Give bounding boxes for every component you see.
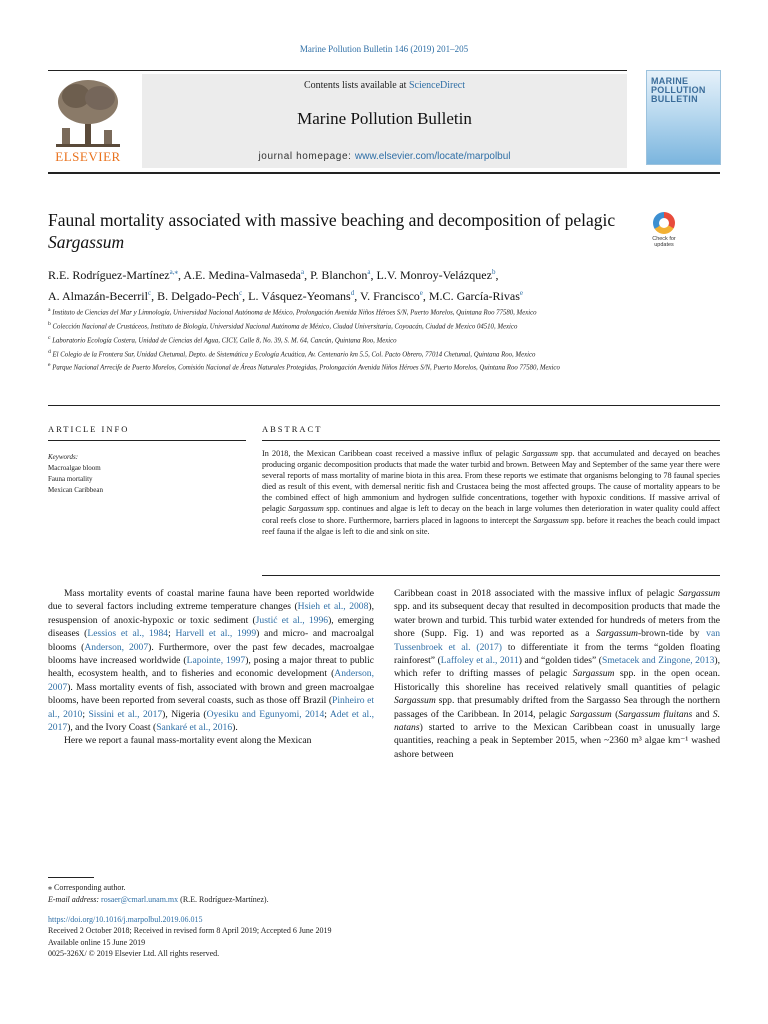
- abstract-heading: ABSTRACT: [262, 424, 323, 434]
- citation-link[interactable]: van Tussenbroek et al. (2017): [394, 628, 720, 653]
- journal-masthead: [142, 74, 627, 168]
- email-link[interactable]: rosaer@cmarl.unam.mx: [101, 894, 179, 904]
- abstract-text: [262, 448, 720, 537]
- body-text: ), posing a major threat to public health, ecosystem health, and to fisheries and economic development (: [48, 655, 374, 680]
- affiliation-marker: b: [48, 320, 51, 327]
- italic-term: Sargassum: [678, 588, 720, 599]
- citation-link[interactable]: Laffoley et al., 2011: [440, 655, 519, 667]
- bibliographic-info: [48, 914, 548, 959]
- affiliation-item: [48, 360, 638, 374]
- footnotes: [48, 882, 468, 905]
- abstract-bottom-rule: [262, 575, 720, 576]
- body-text: ).: [232, 722, 238, 734]
- body-text: ), resuspension of anoxic-hypoxic or toxic sediment (: [48, 601, 374, 626]
- citation-link[interactable]: Sankaré et al., 2016: [156, 722, 233, 734]
- keywords-label: Keywords:: [48, 453, 79, 461]
- italic-term: Sargassum: [596, 628, 638, 640]
- body-column-right: [394, 587, 720, 761]
- footnote-rule: [48, 877, 94, 878]
- author-name: , L.V. Monroy-Velázquez: [370, 268, 492, 282]
- cover-title: MARINE POLLUTION BULLETIN: [651, 76, 706, 104]
- affiliation-marker: c: [48, 334, 51, 341]
- body-text: ;: [324, 708, 330, 720]
- citation-link[interactable]: Anderson, 2007: [48, 668, 374, 693]
- citation-link[interactable]: Justić et al., 1996: [255, 614, 329, 626]
- author-name: , M.C. García-Rivas: [422, 289, 520, 303]
- homepage-link[interactable]: www.elsevier.com/locate/marpolbul: [354, 151, 511, 162]
- body-paragraph: [394, 587, 720, 761]
- body-text: ) started to arrive to the Mexican Caribbean coast in unusually large quantities, reaching a peak in September 2015, when ~2360 m³ algae km⁻¹ washed ashore between: [394, 722, 720, 760]
- affiliation-text: Parque Nacional Arrecife de Puerto Morelos, Comisión Nacional de Áreas Naturales Protegidas, Prolongación Avenida Niños Héroes S/N, Puerto Morelos, Quintana Roo 77580, Mexico: [50, 364, 560, 372]
- abstract-segment: In 2018, the Mexican Caribbean coast received a massive influx of pelagic: [262, 449, 523, 458]
- body-text: ;: [168, 628, 176, 640]
- body-text: ), Nigeria (: [162, 708, 207, 720]
- italic-term: S. natans: [394, 708, 720, 734]
- author-list: [48, 263, 648, 305]
- author-name: , P. Blanchon: [304, 268, 368, 282]
- email-label: E-mail address:: [48, 894, 102, 904]
- abstract-italic: Sargassum: [533, 515, 569, 525]
- available-online: Available online 15 June 2019: [48, 937, 146, 947]
- received-dates: Received 2 October 2018; Received in revised form 8 April 2019; Accepted 6 June 2019: [48, 926, 332, 936]
- author-affiliation-marker[interactable]: e: [519, 289, 523, 297]
- header-rule-top: [48, 70, 627, 71]
- affiliation-item: [48, 333, 638, 347]
- affiliation-text: Instituto de Ciencias del Mar y Limnología, Universidad Nacional Autónoma de México, Prolongación Avenida Niños Héroes S/N, Puerto Morelos, Quintana Roo 77580, Mexico: [50, 309, 537, 317]
- author-affiliation-marker[interactable]: b: [491, 268, 496, 276]
- body-text: ) and micro- and macroalgal blooms (: [48, 628, 375, 653]
- citation-link[interactable]: Pinheiro et al., 2010: [48, 695, 374, 720]
- affiliation-text: Colección Nacional de Crustáceos, Instituto de Biología, Universidad Nacional Autónoma de México, Ciudad Universitaria, Coyoacán, Ciudad de Mexico 04510, Mexico: [50, 323, 518, 331]
- author-name: , V. Francisco: [354, 289, 420, 303]
- header-rule-bottom: [48, 172, 720, 174]
- email-note: [48, 894, 468, 906]
- citation-link[interactable]: Anderson, 2007: [84, 641, 149, 653]
- check-updates-label: Check for updates: [652, 236, 676, 248]
- italic-term: Sargassum fluitans: [618, 708, 693, 720]
- article-title: [48, 209, 638, 253]
- author-line-1: [48, 263, 648, 284]
- affiliations: [48, 305, 638, 374]
- author-affiliation-marker[interactable]: d: [350, 289, 355, 297]
- author-name: , L. Vásquez-Yeomans: [242, 289, 351, 303]
- body-column-left: [48, 587, 374, 748]
- body-text: -brown-tide by: [637, 628, 707, 640]
- author-affiliation-marker[interactable]: a,⁎: [169, 268, 178, 276]
- italic-term: Sargassum: [394, 695, 436, 707]
- body-text: (: [611, 708, 619, 720]
- corresponding-author-note: ⁎ Corresponding author.: [48, 883, 126, 892]
- contents-prefix: Contents lists available at: [303, 80, 409, 91]
- abstract-segment: spp. before it reaches the beach could impact reef fauna if the algae is left to die and sink on site.: [262, 515, 720, 536]
- citation-link[interactable]: Adet et al., 2017: [48, 708, 374, 734]
- body-text: ), emerging diseases (: [48, 614, 374, 640]
- author-name: R.E. Rodríguez-Martínez: [48, 268, 170, 282]
- journal-citation[interactable]: Marine Pollution Bulletin 146 (2019) 201–205: [299, 44, 469, 54]
- citation-link[interactable]: Smetacek and Zingone, 2013: [602, 655, 715, 667]
- journal-cover-thumbnail[interactable]: [646, 70, 721, 165]
- article-info-rule: [48, 440, 246, 441]
- body-text: spp. and its subsequent decay that resulted in decomposition products that made the water brown and turbid. This turbid water extended for hundreds of meters from the shore (Supp. Fig. 1) and was reported as a: [394, 601, 720, 640]
- citation-link[interactable]: Hsieh et al., 2008: [297, 601, 369, 613]
- author-name: ,: [495, 268, 499, 282]
- citation-link[interactable]: Sissini et al., 2017: [88, 708, 163, 720]
- keywords-block: [48, 452, 248, 496]
- affiliation-marker: a: [48, 307, 51, 313]
- author-affiliation-marker[interactable]: c: [147, 289, 152, 297]
- copyright: 0025-326X/ © 2019 Elsevier Ltd. All rights reserved.: [48, 948, 220, 958]
- author-name: A. Almazán-Becerril: [48, 289, 148, 303]
- article-info-heading: ARTICLE INFO: [48, 424, 130, 434]
- abstract-italic: Sargassum: [522, 449, 558, 458]
- affiliation-item: [48, 347, 638, 361]
- body-text: spp. that presumably drifted from the Sargasso Sea through the northern passages of the Caribbean. In 2014, pelagic: [394, 695, 720, 720]
- citation-link[interactable]: Harvell et al., 1999: [175, 628, 257, 640]
- affiliation-text: El Colegio de la Frontera Sur, Unidad Chetumal, Depto. de Sistemática y Ecología Acuática, Av. Centenario km 5.5, Col. Pacto Obrero, 77014 Chetumal, Quintana Roo, Mexico: [50, 350, 536, 358]
- check-updates-icon: [653, 212, 675, 234]
- contents-line: [142, 80, 627, 91]
- author-line-2: [48, 284, 648, 305]
- doi-link[interactable]: https://doi.org/10.1016/j.marpolbul.2019.06.015: [48, 915, 203, 924]
- abstract-segment: spp. continues and algae is left to decay on the beach in large volumes then deterioration in water quality could affect coral reefs close to shore. Furthermore, barriers placed in lagoons to intercept the: [262, 504, 721, 525]
- author-affiliation-marker[interactable]: c: [239, 289, 243, 297]
- publisher-logo-text: ELSEVIER: [55, 149, 121, 164]
- section-rule: [48, 405, 720, 406]
- body-text: Mass mortality events of coastal marine fauna have been reported worldwide due to several factors including extreme temperature changes (: [48, 588, 374, 613]
- check-for-updates-button[interactable]: [646, 212, 682, 250]
- sciencedirect-link[interactable]: ScienceDirect: [408, 80, 466, 91]
- author-affiliation-marker[interactable]: a: [300, 268, 305, 276]
- body-text: ). Mass mortality events of fish, associated with brown and green macroalgae blooms, have been reported from several coasts, such as those off Brazil (: [48, 681, 374, 707]
- affiliation-text: Laboratorio Ecología Costera, Unidad de Ciencias del Agua, CICY, Calle 8, No. 39, S. M. 64, Cancún, Quintana Roo, Mexico: [50, 336, 397, 344]
- body-text: ), and the Ivory Coast (: [67, 722, 157, 734]
- body-text: spp. in the open ocean. Historically this shoreline has received relatively small quantities of pelagic: [394, 668, 720, 693]
- author-affiliation-marker[interactable]: e: [419, 289, 423, 297]
- body-text: ;: [82, 708, 89, 720]
- body-paragraph: Here we report a faunal mass-mortality event along the Mexican: [64, 735, 312, 747]
- title-italic: Sargassum: [48, 232, 125, 252]
- journal-homepage-line: [142, 151, 627, 162]
- title-text: Faunal mortality associated with massive beaching and decomposition of pelagic: [48, 210, 616, 230]
- citation-link[interactable]: Lessios et al., 1984: [87, 628, 169, 640]
- keyword-item: Macroalgae bloom: [48, 464, 101, 472]
- body-text: ), which refer to drifting masses of pelagic: [394, 655, 720, 680]
- keyword-item: Mexican Caribbean: [48, 486, 104, 494]
- body-text: ). Furthermore, over the past few decades, macroalgae blooms have increased worldwide (: [48, 641, 374, 667]
- abstract-italic: Sargassum: [288, 504, 324, 514]
- citation-link[interactable]: Lapointe, 1997: [186, 655, 246, 667]
- affiliation-item: [48, 305, 638, 319]
- body-text: ) and “golden tides” (: [518, 655, 602, 667]
- author-name: , A.E. Medina-Valmaseda: [178, 268, 301, 282]
- keyword-item: Fauna mortality: [48, 475, 93, 483]
- affiliation-marker: e: [48, 362, 51, 369]
- author-name: , B. Delgado-Pech: [151, 289, 240, 303]
- body-text: Caribbean coast in 2018 associated with the massive influx of pelagic: [394, 588, 679, 599]
- email-suffix: (R.E. Rodríguez-Martínez).: [178, 894, 269, 904]
- italic-term: Sargassum: [572, 668, 615, 680]
- body-paragraph: [48, 587, 374, 734]
- abstract-rule: [262, 440, 720, 441]
- homepage-label: journal homepage:: [258, 151, 355, 162]
- italic-term: Sargassum: [569, 708, 612, 720]
- affiliation-item: [48, 319, 638, 333]
- citation-link[interactable]: Oyesiku and Egunyomi, 2014: [206, 708, 325, 720]
- abstract-segment: spp. that accumulated and decayed on beaches producing organic decomposition products that made the water turbid and brown. Between May and September of the same year there were several reports of mass mortality of marine biota in this area. From these reports we estimate that organisms belonging to 78 faunal species died as result of this event, with demersal neritic fish and Crustacea being the most affected groups. The cause of mortality appears to be the combined effect of high ammonium and hydrogen sulfide concentrations, together with hypoxic conditions. If massive arrival of pelagic: [262, 449, 720, 514]
- author-affiliation-marker[interactable]: a: [367, 268, 371, 276]
- body-text: to differentiate it from the terms “golden floating rainforest” (: [394, 641, 720, 667]
- affiliation-marker: d: [48, 348, 51, 355]
- body-text: and: [692, 708, 713, 720]
- journal-title: Marine Pollution Bulletin: [297, 109, 472, 128]
